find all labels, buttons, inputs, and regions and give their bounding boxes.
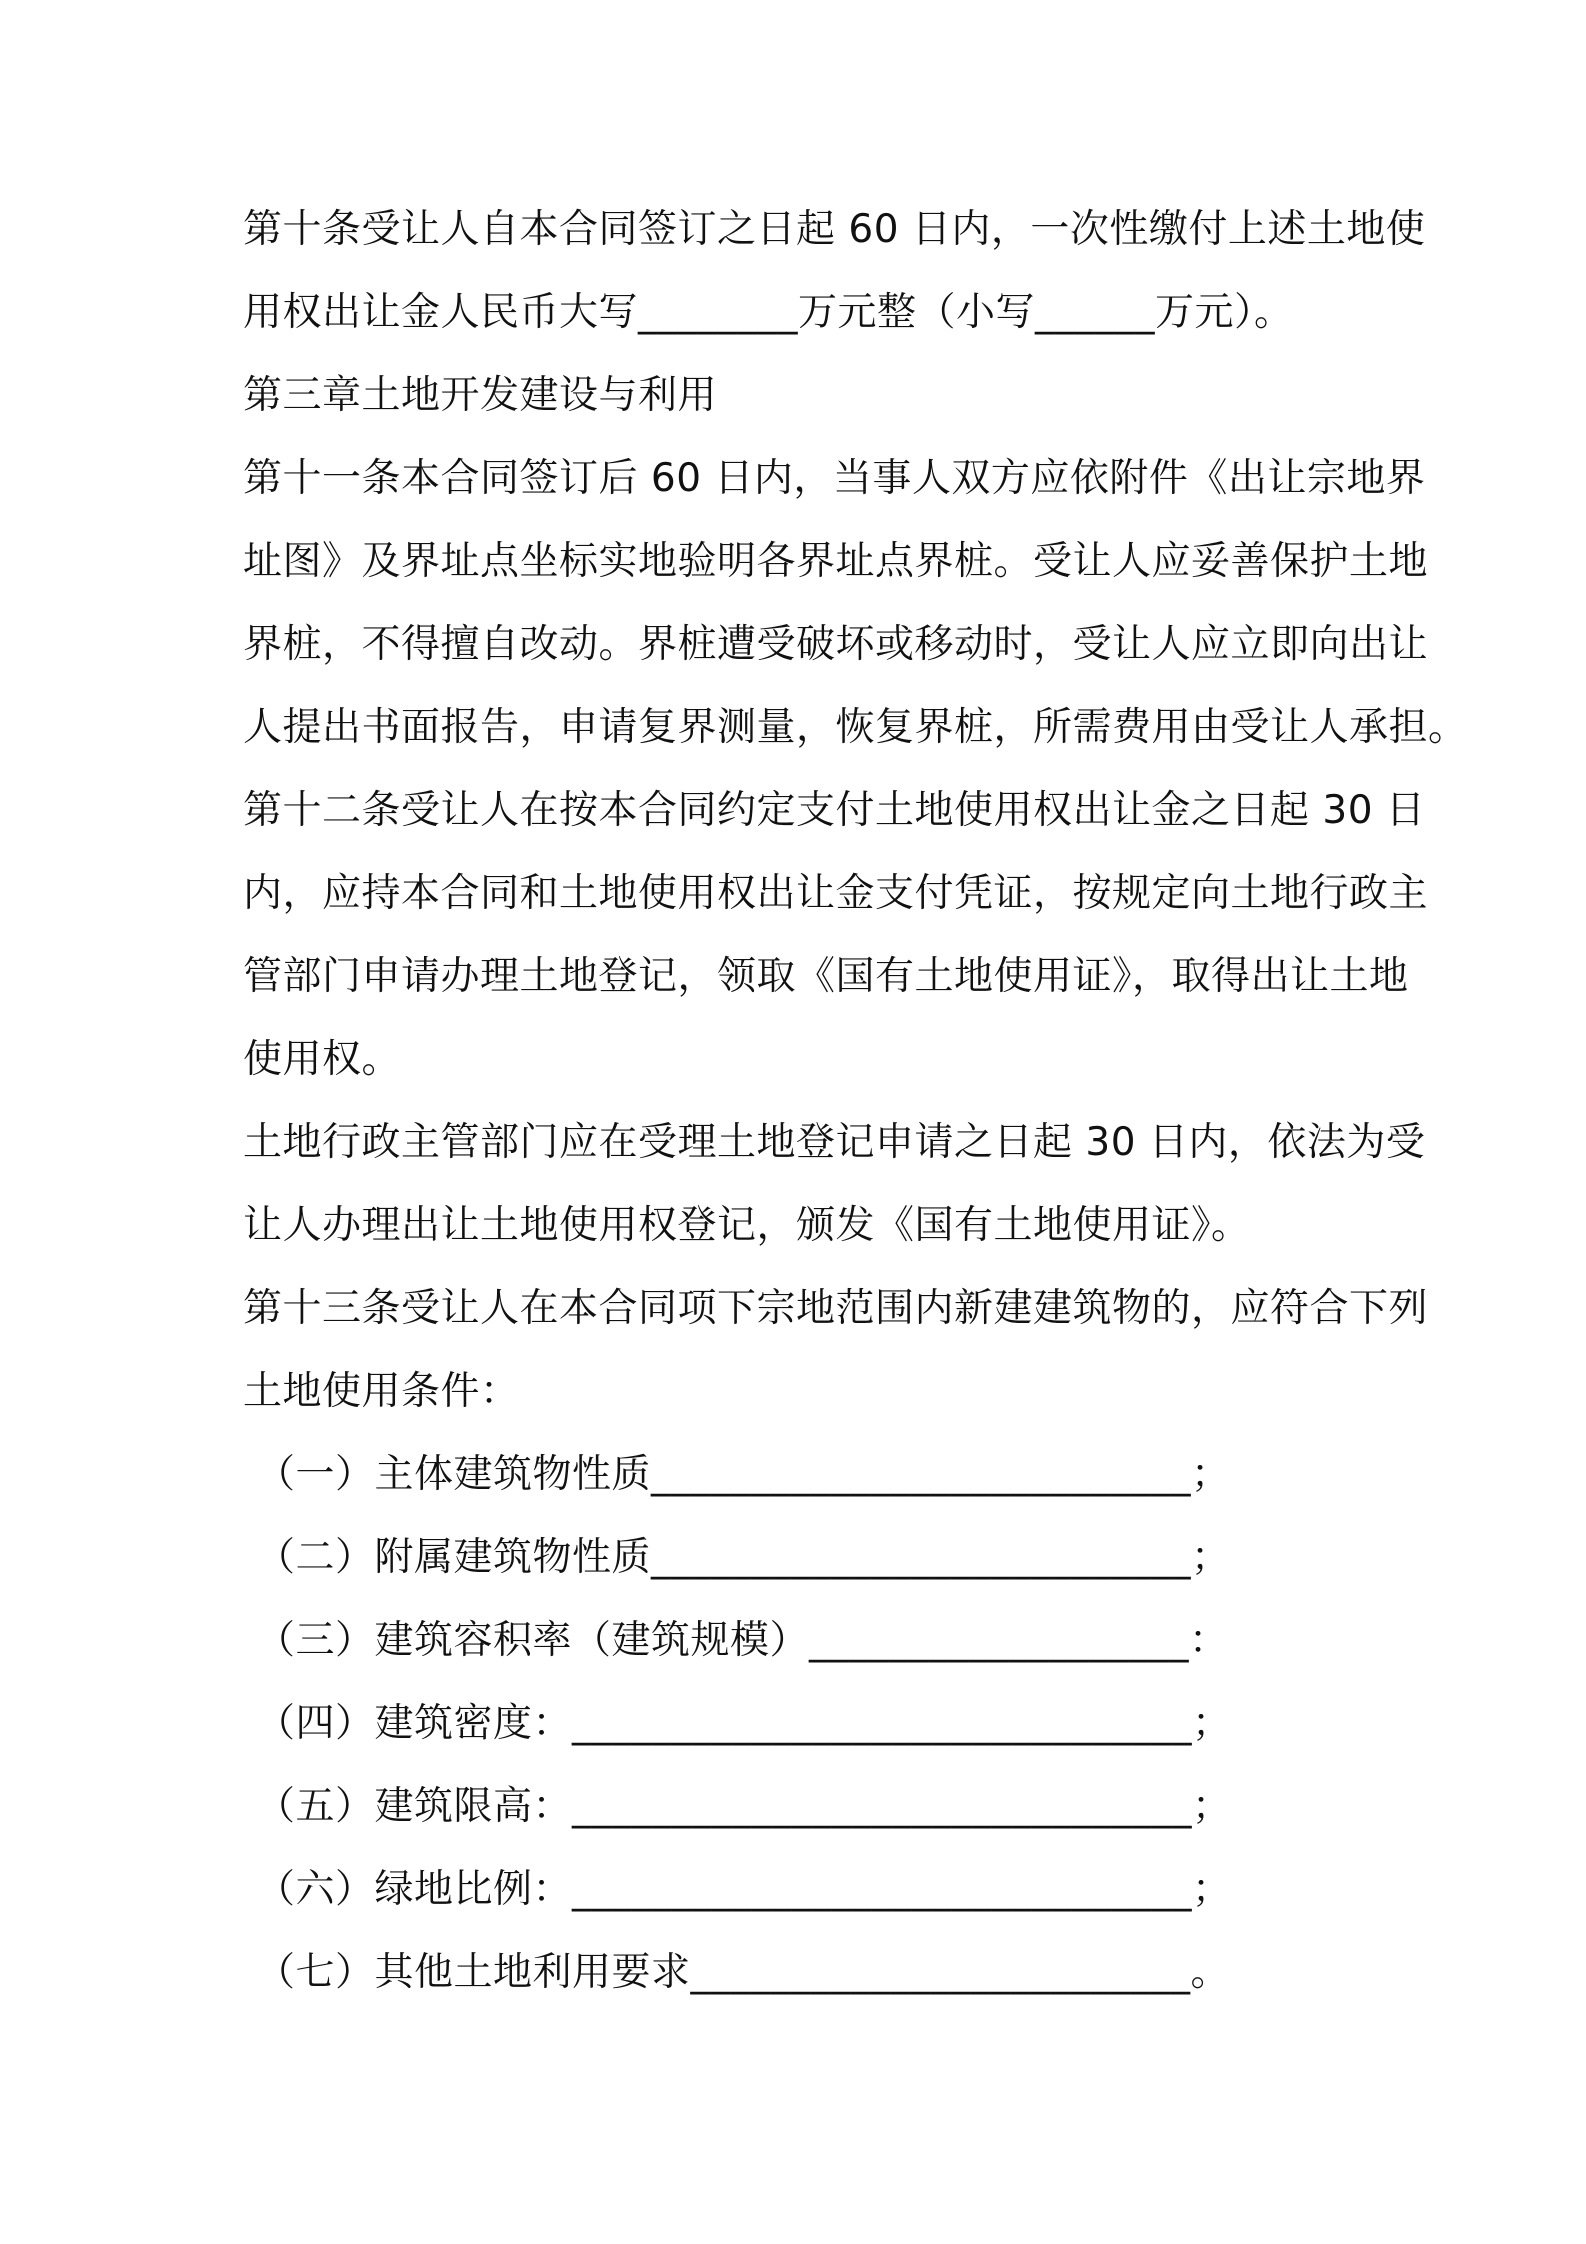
paragraph-line: 第十三条受让人在本合同项下宗地范围内新建建筑物的，应符合下列: [243, 1286, 1429, 1331]
list-item: （三）建筑容积率（建筑规模）___________________：: [256, 1618, 1229, 1663]
paragraph-line: 土地行政主管部门应在受理土地登记申请之日起 30 日内，依法为受: [243, 1120, 1426, 1165]
paragraph-line: 第十条受让人自本合同签订之日起 60 日内，一次性缴付上述土地使: [243, 207, 1426, 252]
paragraph-line: 管部门申请办理土地登记，领取《国有土地使用证》，取得出让土地: [243, 954, 1409, 999]
list-item: （五）建筑限高：_______________________________；: [256, 1784, 1232, 1829]
paragraph-line: 使用权。: [243, 1037, 402, 1082]
chapter-heading: 第三章土地开发建设与利用: [243, 373, 718, 418]
paragraph-line: 土地使用条件：: [243, 1369, 520, 1414]
paragraph-line: 让人办理出让土地使用权登记，颁发《国有土地使用证》。: [243, 1203, 1251, 1248]
paragraph-line: 界桩，不得擅自改动。界桩遭受破坏或移动时，受让人应立即向出让: [243, 622, 1429, 667]
list-item: （六）绿地比例：_______________________________；: [256, 1867, 1232, 1912]
list-item: （二）附属建筑物性质___________________________；: [256, 1535, 1231, 1580]
paragraph-line: 址图》及界址点坐标实地验明各界址点界桩。受让人应妥善保护土地: [243, 539, 1429, 584]
list-item: （四）建筑密度：_______________________________；: [256, 1701, 1232, 1746]
paragraph-line: 内，应持本合同和土地使用权出让金支付凭证，按规定向土地行政主: [243, 871, 1429, 916]
list-item: （七）其他土地利用要求_________________________。: [256, 1950, 1231, 1995]
paragraph-line: 用权出让金人民币大写________万元整（小写______万元）。: [243, 290, 1294, 335]
paragraph-line: 第十二条受让人在按本合同约定支付土地使用权出让金之日起 30 日: [243, 788, 1426, 833]
paragraph-line: 人提出书面报告，申请复界测量，恢复界桩，所需费用由受让人承担。: [243, 705, 1468, 750]
paragraph-line: 第十一条本合同签订后 60 日内，当事人双方应依附件《出让宗地界: [243, 456, 1426, 501]
list-item: （一）主体建筑物性质___________________________；: [256, 1452, 1231, 1497]
